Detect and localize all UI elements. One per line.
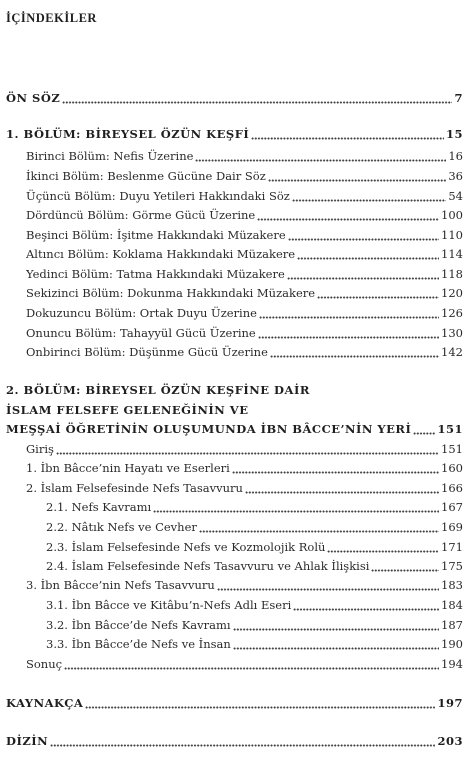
toc-entry[interactable]: [26, 576, 463, 594]
toc-entry-page-number: 167: [441, 500, 463, 514]
toc-entry[interactable]: [6, 732, 463, 750]
toc-entry-page-number: 36: [448, 169, 463, 183]
toc-entry-label: Birinci Bölüm: Nefis Üzerine: [26, 149, 194, 163]
toc-entry-page-number: 15: [445, 127, 463, 141]
toc-entry[interactable]: [46, 557, 463, 575]
dot-leader: [56, 446, 439, 458]
dot-leader: [258, 330, 439, 342]
dot-leader: [64, 661, 439, 673]
toc-entry-page-number: 197: [437, 696, 463, 710]
toc-entry[interactable]: [46, 635, 463, 653]
toc-entry-label: 1. BÖLÜM: BİREYSEL ÖZÜN KEŞFİ: [6, 127, 250, 141]
toc-entry[interactable]: [26, 479, 463, 497]
toc-entry[interactable]: [26, 655, 463, 673]
toc-entry-label: 3. İbn Bâcce’nin Nefs Tasavvuru: [26, 578, 215, 592]
toc-entry-page-number: 100: [441, 208, 463, 222]
toc-entry-page-number: 54: [448, 189, 463, 203]
toc-entry[interactable]: [26, 343, 463, 361]
toc-entry-page-number: 171: [441, 540, 463, 554]
toc-entry-page-number: 142: [441, 345, 463, 359]
toc-entry[interactable]: [26, 187, 463, 205]
dot-leader: [232, 465, 439, 477]
dot-leader: [245, 485, 439, 497]
dot-leader: [317, 290, 439, 302]
toc-entry[interactable]: [26, 440, 463, 458]
toc-entry-page-number: 120: [441, 286, 463, 300]
toc-entry[interactable]: [6, 694, 463, 712]
dot-leader: [251, 131, 444, 143]
dot-leader: [371, 563, 439, 575]
toc-entry-label: 3.2. İbn Bâcce’de Nefs Kavramı: [46, 618, 231, 632]
toc-entry-label: Sonuç: [26, 657, 63, 671]
toc-entry-label: Dokuzuncu Bölüm: Ortak Duyu Üzerine: [26, 306, 257, 320]
dot-leader: [257, 212, 439, 224]
dot-leader: [270, 349, 439, 361]
dot-leader: [413, 426, 435, 438]
dot-leader: [233, 641, 439, 653]
toc-entry-page-number: 175: [441, 559, 463, 573]
part2-heading-line1: 2. BÖLÜM: BİREYSEL ÖZÜN KEŞFİNE DAİR: [6, 383, 310, 397]
toc-entry[interactable]: [46, 596, 463, 614]
toc-entry[interactable]: [46, 498, 463, 516]
toc-entry[interactable]: [46, 538, 463, 556]
toc-entry-label: Onbirinci Bölüm: Düşünme Gücü Üzerine: [26, 345, 268, 359]
toc-entry-label: Onuncu Bölüm: Tahayyül Gücü Üzerine: [26, 326, 256, 340]
toc-entry-label: Üçüncü Bölüm: Duyu Yetileri Hakkındaki Söz: [26, 189, 290, 203]
toc-entry-label: ÖN SÖZ: [6, 91, 61, 105]
toc-entry-label: 2.2. Nâtık Nefs ve Cevher: [46, 520, 197, 534]
toc-entry[interactable]: [26, 226, 463, 244]
toc-entry-label: 1. İbn Bâcce’nin Hayatı ve Eserleri: [26, 461, 230, 475]
toc-entry-page-number: 16: [448, 149, 463, 163]
toc-entry-page-number: 151: [437, 422, 463, 436]
toc-entry-page-number: 190: [441, 637, 463, 651]
toc-entry-page-number: 118: [441, 267, 463, 281]
toc-entry-label: 3.1. İbn Bâcce ve Kitâbu’n-Nefs Adlı Eseri: [46, 598, 292, 612]
toc-entry-page-number: 160: [441, 461, 463, 475]
toc-entry-label: KAYNAKÇA: [6, 696, 84, 710]
toc-entry[interactable]: [26, 324, 463, 342]
toc-entry[interactable]: [26, 265, 463, 283]
dot-leader: [217, 582, 439, 594]
toc-entry-page-number: 7: [454, 91, 463, 105]
toc-entry[interactable]: [46, 616, 463, 634]
toc-entry-label: Yedinci Bölüm: Tatma Hakkındaki Müzakere: [26, 267, 285, 281]
dot-leader: [62, 95, 452, 107]
toc-entry[interactable]: [46, 518, 463, 536]
toc-entry-label: MEŞŞAİ ÖĞRETİNİN OLUŞUMUNDA İBN BÂCCE’NİN YERİ: [6, 422, 412, 436]
toc-entry-page-number: 126: [441, 306, 463, 320]
toc-entry[interactable]: [26, 167, 463, 185]
toc-entry[interactable]: [26, 147, 463, 165]
dot-leader: [327, 544, 439, 556]
toc-entry[interactable]: [26, 459, 463, 477]
dot-leader: [288, 232, 439, 244]
toc-entry-label: Giriş: [26, 442, 54, 456]
toc-entry[interactable]: [26, 304, 463, 322]
toc-entry-page-number: 184: [441, 598, 463, 612]
toc-entry-page-number: 166: [441, 481, 463, 495]
dot-leader: [292, 193, 447, 205]
toc-entry-label: 2.3. İslam Felsefesinde Nefs ve Kozmolojik Rolü: [46, 540, 326, 554]
toc-entry-page-number: 194: [441, 657, 463, 671]
dot-leader: [268, 173, 447, 185]
toc-entry[interactable]: [26, 245, 463, 263]
toc-entry-label: İkinci Bölüm: Beslenme Gücüne Dair Söz: [26, 169, 266, 183]
toc-entry-label: Dördüncü Bölüm: Görme Gücü Üzerine: [26, 208, 256, 222]
toc-entry-label: 3.3. İbn Bâcce’de Nefs ve İnsan: [46, 637, 231, 651]
toc-entry-page-number: 151: [441, 442, 463, 456]
dot-leader: [297, 251, 439, 263]
part2-heading-line2: İSLAM FELSEFE GELENEĞİNİN VE: [6, 403, 249, 417]
dot-leader: [195, 153, 446, 165]
toc-entry-label: 2.1. Nefs Kavramı: [46, 500, 152, 514]
toc-entry-page-number: 169: [441, 520, 463, 534]
toc-entry[interactable]: [26, 284, 463, 302]
toc-entry-label: Altıncı Bölüm: Koklama Hakkındaki Müzakere: [26, 247, 296, 261]
toc-entry-page-number: 110: [441, 228, 463, 242]
toc-entry-label: 2.4. İslam Felsefesinde Nefs Tasavvuru ve Ahlak İlişkisi: [46, 559, 370, 573]
dot-leader: [85, 700, 435, 712]
toc-entry-label: 2. İslam Felsefesinde Nefs Tasavvuru: [26, 481, 243, 495]
toc-entry-label: DİZİN: [6, 734, 49, 748]
toc-entry-label: Sekizinci Bölüm: Dokunma Hakkındaki Müzakere: [26, 286, 316, 300]
dot-leader: [233, 622, 439, 634]
dot-leader: [50, 738, 435, 750]
toc-entry-page-number: 203: [437, 734, 463, 748]
toc-entry[interactable]: [26, 206, 463, 224]
toc-entry[interactable]: [6, 420, 463, 438]
toc-entry-page-number: 187: [441, 618, 463, 632]
dot-leader: [153, 504, 439, 516]
page-title: İÇİNDEKİLER: [6, 11, 97, 25]
toc-entry[interactable]: [6, 89, 463, 107]
toc-entry[interactable]: [6, 125, 463, 143]
toc-entry-page-number: 114: [441, 247, 463, 261]
dot-leader: [287, 271, 439, 283]
toc-entry-label: Beşinci Bölüm: İşitme Hakkındaki Müzakere: [26, 228, 286, 242]
dot-leader: [199, 524, 439, 536]
dot-leader: [293, 602, 439, 614]
dot-leader: [259, 310, 439, 322]
toc-entry-page-number: 183: [441, 578, 463, 592]
toc-entry-page-number: 130: [441, 326, 463, 340]
